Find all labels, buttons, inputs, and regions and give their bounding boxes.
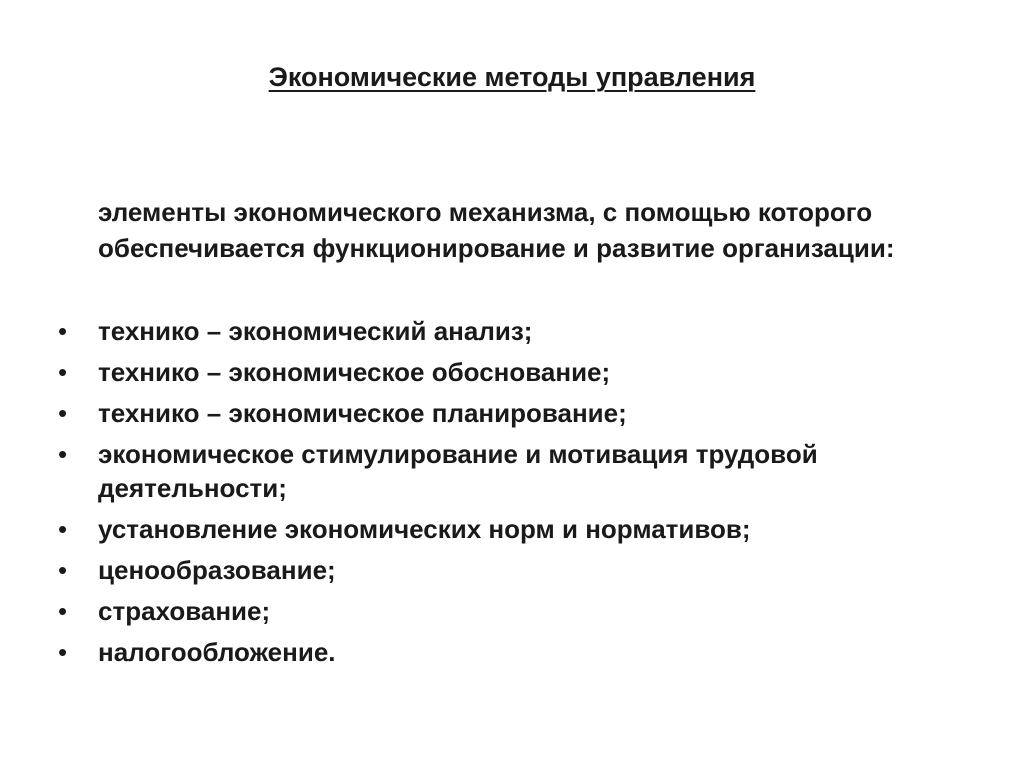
- bullet-icon: •: [58, 596, 68, 626]
- intro-text: элементы экономического механизма, с помощью которого обеспечивается функционирование и развитие организации:: [98, 197, 895, 263]
- list-item-text: технико – экономическое обоснование;: [98, 357, 611, 387]
- bullet-icon: •: [58, 514, 68, 544]
- bullet-icon: •: [58, 439, 68, 469]
- slide-title-text: Экономические методы управления: [268, 62, 756, 92]
- bullet-icon: •: [58, 316, 68, 346]
- bullet-icon: •: [58, 637, 68, 667]
- list-item: [58, 594, 958, 628]
- bullet-icon: •: [58, 357, 68, 387]
- list-item-text: налогообложение.: [98, 637, 336, 667]
- list-item-text: технико – экономический анализ;: [98, 316, 533, 346]
- bullet-icon: •: [58, 398, 68, 428]
- slide-title: [0, 62, 1024, 93]
- list-item: [58, 396, 958, 430]
- list-item: [58, 512, 958, 546]
- list-item: [58, 437, 958, 505]
- list-item: [58, 355, 958, 389]
- list-item: [58, 635, 958, 669]
- bullet-list: [58, 314, 958, 676]
- list-item-text: страхование;: [98, 596, 271, 626]
- list-item: [58, 314, 958, 348]
- list-item-text: технико – экономическое планирование;: [98, 398, 627, 428]
- list-item-text: ценообразование;: [98, 555, 336, 585]
- list-item-text: установление экономических норм и нормативов;: [98, 514, 751, 544]
- list-item: [58, 553, 958, 587]
- list-item-text: экономическое стимулирование и мотивация трудовой деятельности;: [98, 439, 818, 503]
- bullet-icon: •: [58, 555, 68, 585]
